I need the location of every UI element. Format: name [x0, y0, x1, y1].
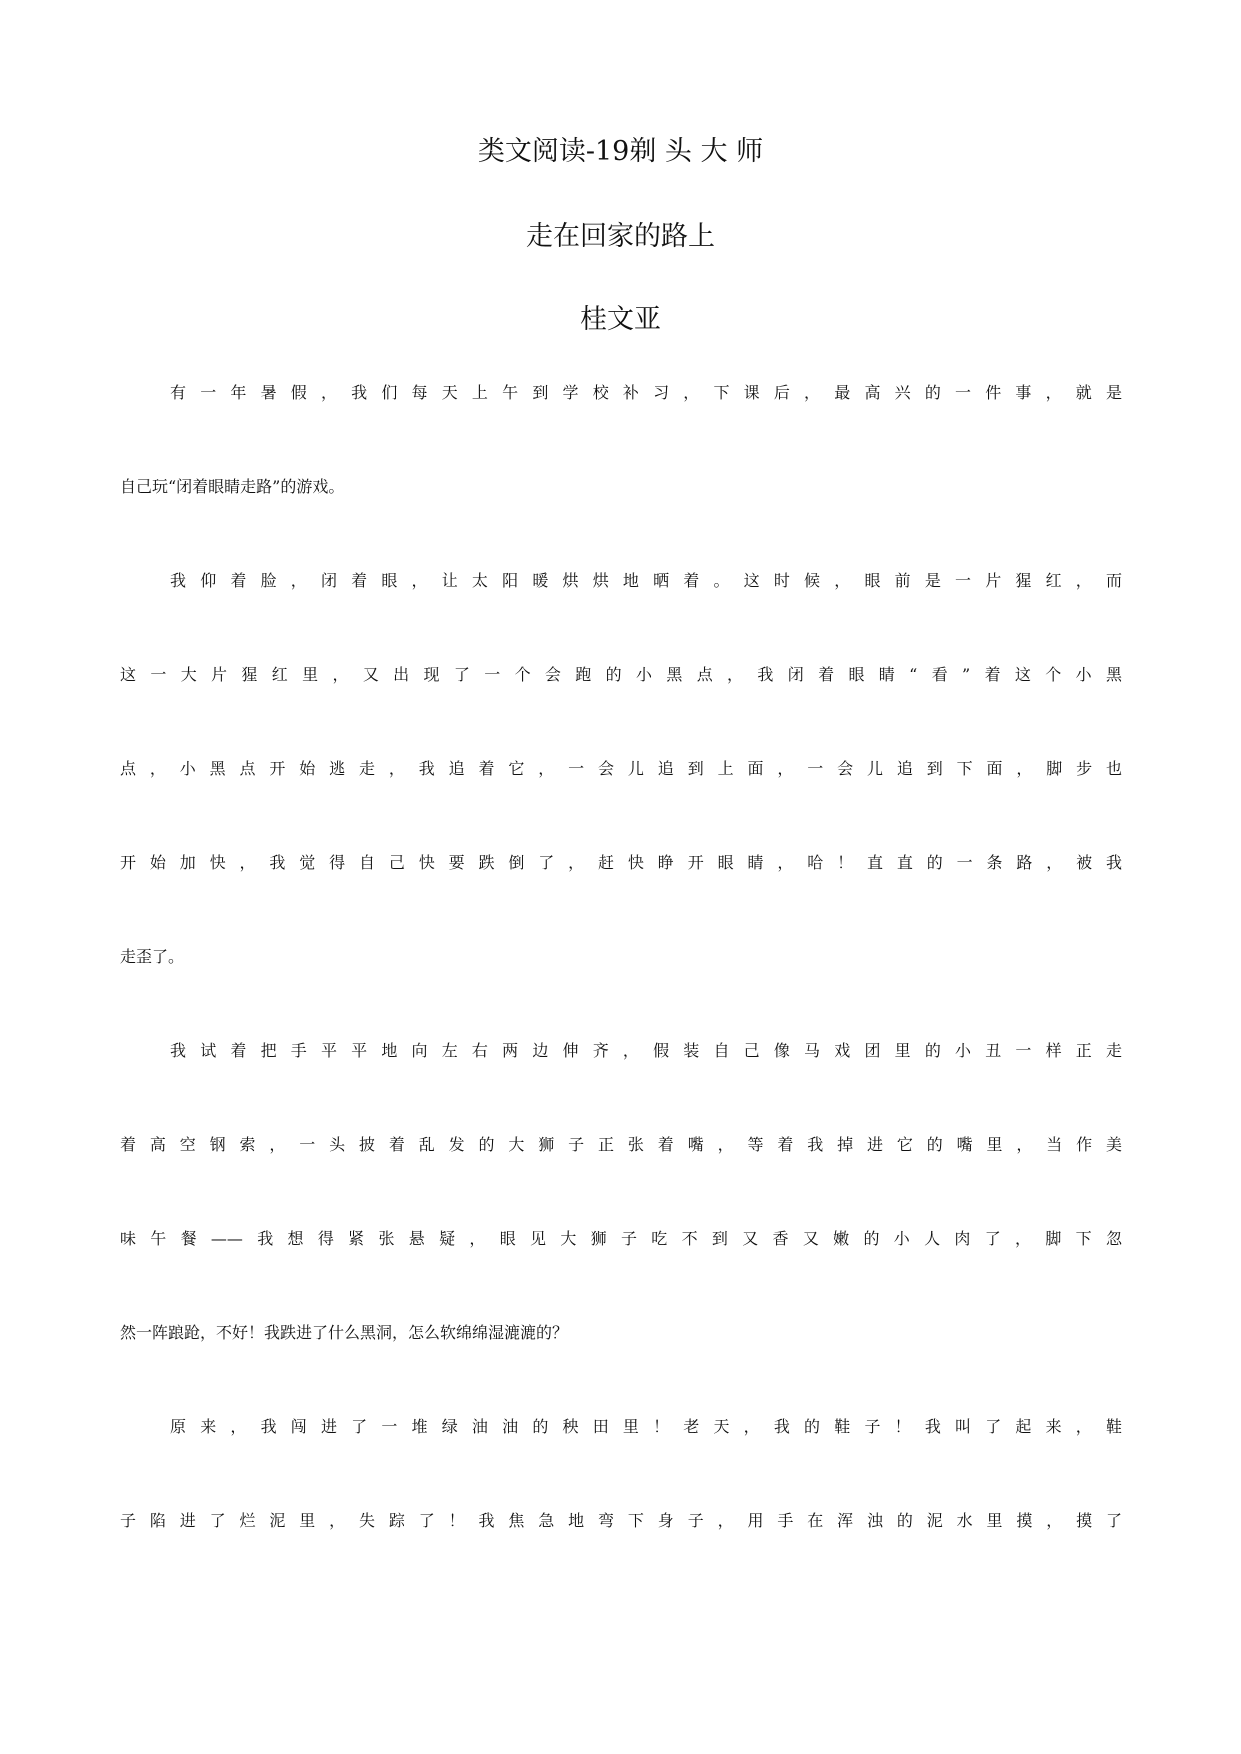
text-line: 然一阵踉跄，不好！我跌进了什么黑洞，怎么软绵绵湿漉漉的？ — [120, 1323, 569, 1342]
text-line: 开始加快，我觉得自己快要跌倒了，赶快睁开眼睛，哈！直直的一条路，被我 — [120, 853, 1122, 872]
paragraph — [120, 568, 1122, 1038]
author-name: 桂文亚 — [580, 304, 661, 335]
paragraph — [120, 1414, 1122, 1555]
text-line: 着高空钢索，一头披着乱发的大狮子正张着嘴，等着我掉进它的嘴里，当作美 — [120, 1135, 1122, 1154]
text-line: 我仰着脸，闭着眼，让太阳暖烘烘地晒着。这时候，眼前是一片猩红，而 — [170, 571, 1122, 590]
text-line: 点，小黑点开始逃走，我追着它，一会儿追到上面，一会儿追到下面，脚步也 — [120, 759, 1122, 778]
paragraph — [120, 1038, 1122, 1414]
text-line: 走歪了。 — [120, 947, 185, 966]
text-line: 我试着把手平平地向左右两边伸齐，假装自己像马戏团里的小丑一样正走 — [170, 1041, 1122, 1060]
article-body — [120, 380, 1122, 1555]
text-line: 有一年暑假，我们每天上午到学校补习，下课后，最高兴的一件事，就是 — [170, 383, 1122, 402]
text-line: 子陷进了烂泥里，失踪了！我焦急地弯下身子，用手在浑浊的泥水里摸，摸了 — [120, 1511, 1122, 1530]
text-line: 自己玩“闭着眼睛走路”的游戏。 — [120, 477, 345, 496]
text-line: 原来，我闯进了一堆绿油油的秧田里！老天，我的鞋子！我叫了起来，鞋 — [170, 1417, 1122, 1436]
text-line: 味午餐——我想得紧张悬疑，眼见大狮子吃不到又香又嫩的小人肉了，脚下忽 — [120, 1229, 1122, 1248]
text-line: 这一大片猩红里，又出现了一个会跑的小黑点，我闭着眼睛“看”着这个小黑 — [120, 665, 1122, 684]
article-title: 走在回家的路上 — [526, 221, 715, 252]
paragraph — [120, 380, 1122, 568]
series-title: 类文阅读-19剃 头 大 师 — [477, 136, 764, 167]
